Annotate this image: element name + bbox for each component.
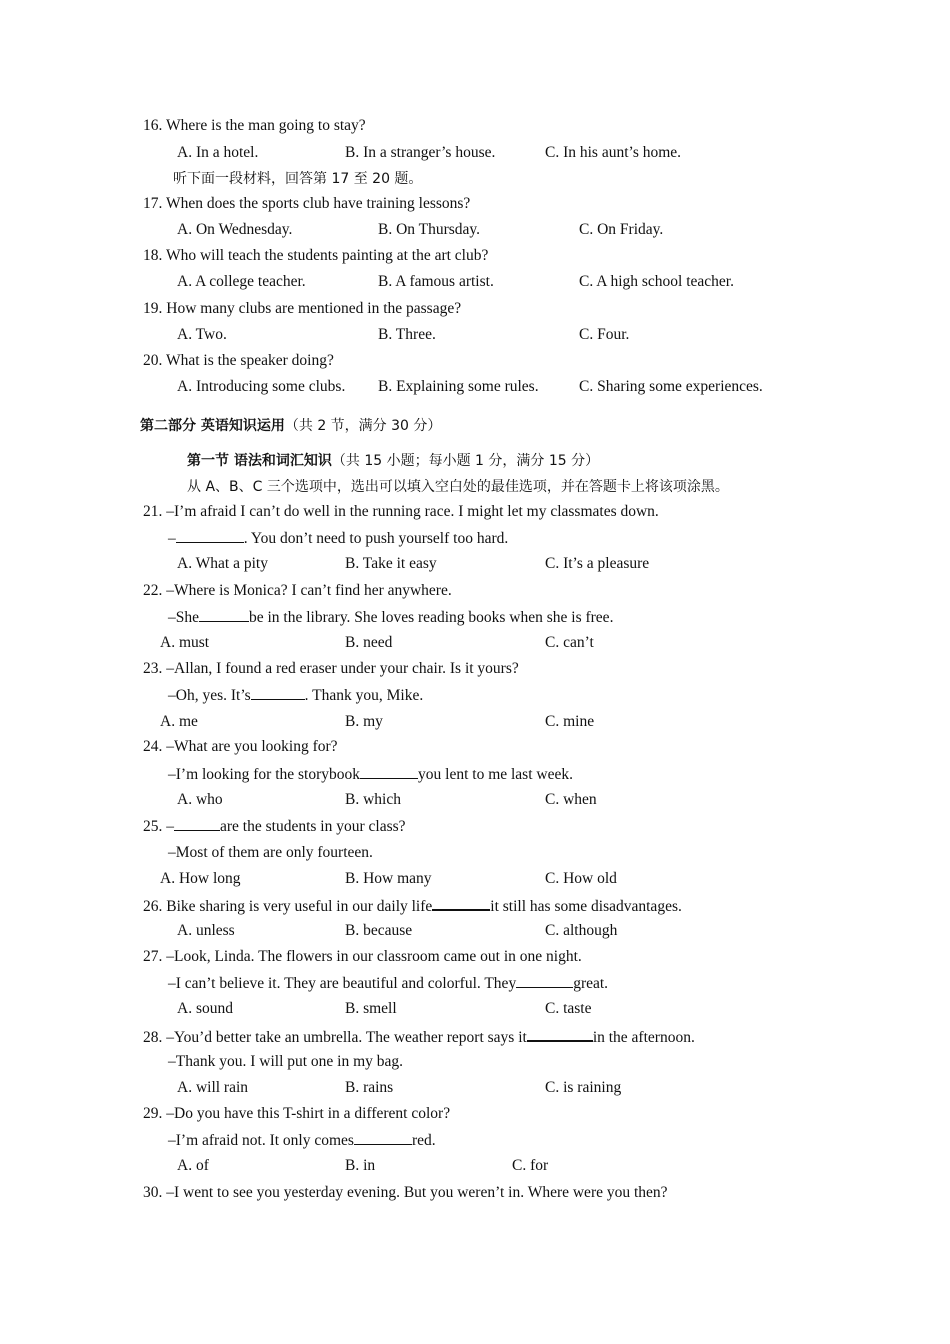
option-21-c: C. It’s a pleasure (545, 555, 650, 572)
q21-prefix: – (168, 530, 176, 547)
section1-title (187, 451, 599, 471)
option-27-a: A. sound (177, 1000, 233, 1017)
question-18-stem: 18. Who will teach the students painting at the art club? (143, 247, 489, 264)
option-28-a: A. will rain (177, 1079, 249, 1096)
q26-prefix: 26. Bike sharing is very useful in our daily life (143, 898, 433, 915)
question-28-line2: –Thank you. I will put one in my bag. (168, 1053, 404, 1070)
options-21 (177, 554, 649, 574)
options-16 (177, 143, 681, 163)
question-24-line1: 24. –What are you looking for? (143, 738, 338, 755)
option-26-c: C. although (545, 922, 618, 939)
question-19-stem: 19. How many clubs are mentioned in the passage? (143, 300, 462, 317)
q26-suffix: it still has some disadvantages. (490, 898, 682, 915)
options-28 (177, 1078, 621, 1098)
question-28-line1 (143, 1026, 695, 1048)
option-27-b: B. smell (345, 1000, 397, 1017)
option-23-c: C. mine (545, 713, 595, 730)
q29-suffix: red. (411, 1132, 436, 1149)
q23-suffix: . Thank you, Mike. (304, 687, 424, 704)
option-24-a: A. who (177, 791, 223, 808)
question-22-line2 (168, 607, 613, 628)
option-18-b: B. A famous artist. (378, 273, 494, 290)
q23-prefix: –Oh, yes. It’s (168, 687, 251, 704)
part2-title-score: （共 2 节，满分 30 分） (284, 418, 442, 434)
option-29-b: B. in (345, 1157, 376, 1174)
options-25 (160, 869, 617, 889)
q29-prefix: –I’m afraid not. It only comes (168, 1132, 354, 1149)
q24-suffix: you lent to me last week. (418, 766, 573, 783)
part2-title-main: 第二部分 英语知识运用 (140, 418, 285, 434)
q25-prefix: 25. – (143, 818, 174, 835)
section1-directions: 从 A、B、C 三个选项中，选出可以填入空白处的最佳选项，并在答题卡上将该项涂黑。 (187, 479, 729, 495)
question-16-stem: 16. Where is the man going to stay? (143, 117, 366, 134)
option-19-b: B. Three. (378, 326, 436, 343)
question-17-stem: 17. When does the sports club have training lessons? (143, 195, 471, 212)
answer-blank (516, 973, 573, 988)
option-16-c: C. In his aunt’s home. (545, 144, 682, 161)
option-17-c: C. On Friday. (579, 221, 664, 238)
option-29-c: C. for (512, 1157, 549, 1174)
question-21-line1: 21. –I’m afraid I can’t do well in the running race. I might let my classmates down. (143, 503, 659, 520)
q22-suffix: be in the library. She loves reading books when she is free. (249, 609, 614, 626)
q21-suffix: . You don’t need to push yourself too hard. (243, 530, 509, 547)
option-25-c: C. How old (545, 870, 617, 887)
question-20-stem: 20. What is the speaker doing? (143, 352, 334, 369)
question-25-line2: –Most of them are only fourteen. (168, 844, 373, 861)
option-19-a: A. Two. (177, 326, 227, 343)
answer-blank (176, 528, 244, 543)
option-28-c: C. is raining (545, 1079, 622, 1096)
option-16-a: A. In a hotel. (177, 144, 259, 161)
option-25-a: A. How long (160, 870, 241, 887)
option-21-b: B. Take it easy (345, 555, 437, 572)
section1-title-score: （共 15 小题；每小题 1 分，满分 15 分） (331, 453, 600, 469)
option-18-a: A. A college teacher. (177, 273, 306, 290)
option-22-b: B. need (345, 634, 393, 651)
options-23 (160, 712, 594, 732)
option-28-b: B. rains (345, 1079, 394, 1096)
question-23-line1: 23. –Allan, I found a red eraser under your chair. Is it yours? (143, 660, 519, 677)
instruction-17-20: 听下面一段材料，回答第 17 至 20 题。 (173, 171, 423, 187)
q22-prefix: –She (168, 609, 199, 626)
option-25-b: B. How many (345, 870, 432, 887)
answer-blank (527, 1026, 593, 1042)
question-27-line1: 27. –Look, Linda. The flowers in our classroom came out in one night. (143, 948, 582, 965)
option-19-c: C. Four. (579, 326, 630, 343)
option-17-b: B. On Thursday. (378, 221, 481, 238)
option-16-b: B. In a stranger’s house. (345, 144, 496, 161)
answer-blank (199, 607, 249, 622)
q28-suffix: in the afternoon. (592, 1029, 695, 1046)
options-18 (177, 272, 734, 292)
q27-suffix: great. (573, 975, 609, 992)
question-22-line1: 22. –Where is Monica? I can’t find her anywhere. (143, 582, 452, 599)
part2-title (140, 416, 441, 436)
answer-blank (360, 764, 418, 779)
answer-blank (432, 895, 490, 911)
option-20-a: A. Introducing some clubs. (177, 378, 346, 395)
options-22 (160, 633, 594, 653)
q27-prefix: –I can’t believe it. They are beautiful and colorful. They (168, 975, 517, 992)
option-20-b: B. Explaining some rules. (378, 378, 539, 395)
q28-prefix: 28. –You’d better take an umbrella. The weather report says it (143, 1029, 527, 1046)
q24-prefix: –I’m looking for the storybook (168, 766, 361, 783)
question-29-line1: 29. –Do you have this T-shirt in a different color? (143, 1105, 451, 1122)
options-26 (177, 921, 617, 941)
question-29-line2 (168, 1130, 436, 1151)
options-17 (177, 220, 663, 240)
options-20 (177, 377, 763, 397)
option-23-a: A. me (160, 713, 198, 730)
option-20-c: C. Sharing some experiences. (579, 378, 763, 395)
options-24 (177, 790, 597, 810)
option-29-a: A. of (177, 1157, 209, 1174)
question-23-line2 (168, 685, 423, 706)
question-30-line1: 30. –I went to see you yesterday evening. But you weren’t in. Where were you then? (143, 1184, 668, 1201)
option-18-c: C. A high school teacher. (579, 273, 734, 290)
question-26-line1 (143, 895, 682, 917)
answer-blank (174, 816, 220, 831)
option-21-a: A. What a pity (177, 555, 268, 572)
option-24-b: B. which (345, 791, 401, 808)
options-19 (177, 325, 629, 345)
options-29 (177, 1156, 548, 1176)
question-21-line2 (168, 528, 508, 549)
option-26-b: B. because (345, 922, 413, 939)
option-22-a: A. must (160, 634, 210, 651)
option-24-c: C. when (545, 791, 597, 808)
q25-suffix: are the students in your class? (220, 818, 406, 835)
question-27-line2 (168, 973, 608, 994)
section1-title-main: 第一节 语法和词汇知识 (187, 453, 332, 469)
question-25-line1 (143, 816, 406, 837)
option-17-a: A. On Wednesday. (177, 221, 293, 238)
option-22-c: C. can’t (545, 634, 594, 651)
answer-blank (251, 685, 305, 700)
option-27-c: C. taste (545, 1000, 592, 1017)
option-26-a: A. unless (177, 922, 235, 939)
option-23-b: B. my (345, 713, 383, 730)
options-27 (177, 999, 592, 1019)
question-24-line2 (168, 764, 573, 785)
answer-blank (354, 1130, 412, 1145)
